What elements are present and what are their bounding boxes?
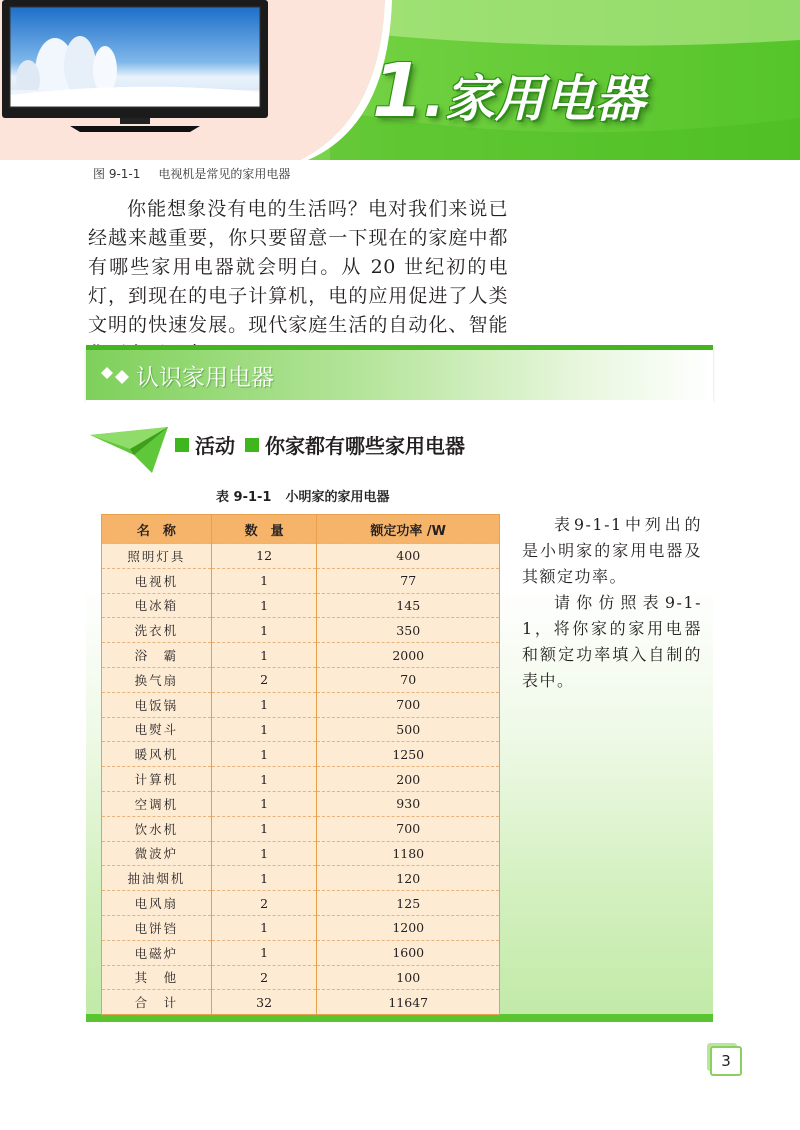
appliance-name: 电饼铛 (102, 915, 212, 940)
appliance-name: 电饭锅 (102, 692, 212, 717)
table-row (102, 767, 500, 792)
table-row (102, 866, 500, 891)
chapter-title (372, 48, 645, 138)
table-row (102, 593, 500, 618)
paper-plane-icon (90, 425, 170, 475)
appliance-power: 100 (317, 965, 500, 990)
table-row (102, 643, 500, 668)
appliance-quantity: 1 (211, 692, 317, 717)
appliance-quantity: 1 (211, 866, 317, 891)
table-row (102, 618, 500, 643)
total-label: 合 计 (102, 990, 212, 1015)
instruction-paragraph-1: 表9-1-1中列出的是小明家的家用电器及其额定功率。 (522, 515, 702, 586)
table-row (102, 544, 500, 569)
activity-label: 活动 (195, 434, 235, 458)
appliance-quantity: 12 (211, 544, 317, 569)
appliance-quantity: 1 (211, 791, 317, 816)
appliance-power: 400 (317, 544, 500, 569)
diamonds-icon (100, 366, 134, 384)
appliance-power: 500 (317, 717, 500, 742)
appliance-power: 700 (317, 692, 500, 717)
table-row (102, 915, 500, 940)
appliance-power: 125 (317, 891, 500, 916)
table-row (102, 742, 500, 767)
section-header (86, 345, 713, 400)
appliance-name: 电风扇 (102, 891, 212, 916)
appliance-name: 电熨斗 (102, 717, 212, 742)
activity-heading (175, 430, 465, 459)
appliance-name: 换气扇 (102, 667, 212, 692)
panel-bottom-rule (86, 1014, 713, 1022)
appliance-power: 1200 (317, 915, 500, 940)
column-header-name: 名 称 (102, 515, 212, 544)
appliance-name: 抽油烟机 (102, 866, 212, 891)
activity-instructions (522, 512, 702, 694)
appliance-quantity: 1 (211, 767, 317, 792)
appliance-power: 1600 (317, 940, 500, 965)
appliance-power: 1180 (317, 841, 500, 866)
appliance-name: 电冰箱 (102, 593, 212, 618)
appliance-name: 计算机 (102, 767, 212, 792)
column-header-power: 额定功率 /W (317, 515, 500, 544)
figure-number: 图 9-1-1 (93, 167, 141, 181)
table-row (102, 940, 500, 965)
appliance-name: 电视机 (102, 568, 212, 593)
table-row (102, 667, 500, 692)
table-row (102, 717, 500, 742)
activity-title: 你家都有哪些家用电器 (265, 434, 465, 458)
appliance-quantity: 1 (211, 816, 317, 841)
table-row (102, 816, 500, 841)
appliance-name: 照明灯具 (102, 544, 212, 569)
appliance-quantity: 1 (211, 841, 317, 866)
table-header-row (102, 515, 500, 544)
intro-paragraph: 你能想象没有电的生活吗？电对我们来说已经越来越重要，你只要留意一下现在的家庭中都有哪些家用电器就会明白。从 20 世纪初的电灯，到现在的电子计算机，电的应用促进了人类文明的快速发展。现代家庭生活的自动化、智能 (88, 198, 508, 336)
appliance-power: 350 (317, 618, 500, 643)
appliance-power: 120 (317, 866, 500, 891)
appliance-quantity: 1 (211, 940, 317, 965)
page-number: 3 (710, 1046, 742, 1076)
appliance-name: 其 他 (102, 965, 212, 990)
appliance-power: 930 (317, 791, 500, 816)
appliance-power: 70 (317, 667, 500, 692)
appliance-quantity: 1 (211, 618, 317, 643)
appliance-name: 浴 霸 (102, 643, 212, 668)
appliance-name: 暖风机 (102, 742, 212, 767)
green-square-icon (245, 438, 259, 452)
figure-caption (93, 165, 290, 182)
appliance-power: 145 (317, 593, 500, 618)
appliance-power: 700 (317, 816, 500, 841)
appliance-quantity: 1 (211, 717, 317, 742)
chapter-banner (0, 0, 800, 160)
total-quantity: 32 (211, 990, 317, 1015)
appliance-quantity: 1 (211, 915, 317, 940)
section-title: 认识家用电器 (136, 365, 274, 391)
appliance-power: 2000 (317, 643, 500, 668)
appliance-quantity: 2 (211, 667, 317, 692)
appliance-table (101, 514, 500, 1015)
chapter-title-text: 家用电器 (444, 70, 645, 128)
appliance-power: 1250 (317, 742, 500, 767)
table-total-row (102, 990, 500, 1015)
appliance-name: 饮水机 (102, 816, 212, 841)
appliance-quantity: 1 (211, 593, 317, 618)
television-illustration (0, 0, 270, 132)
chapter-dot: . (423, 65, 445, 130)
chapter-number: 1 (372, 48, 424, 134)
total-power: 11647 (317, 990, 500, 1015)
appliance-name: 空调机 (102, 791, 212, 816)
table-number: 表 9-1-1 (216, 490, 272, 505)
table-caption-text: 小明家的家用电器 (285, 490, 390, 505)
table-row (102, 692, 500, 717)
appliance-name: 洗衣机 (102, 618, 212, 643)
table-caption (216, 486, 389, 505)
appliance-quantity: 2 (211, 965, 317, 990)
appliance-quantity: 2 (211, 891, 317, 916)
appliance-quantity: 1 (211, 643, 317, 668)
appliance-quantity: 1 (211, 568, 317, 593)
appliance-name: 微波炉 (102, 841, 212, 866)
table-row (102, 841, 500, 866)
figure-caption-text: 电视机是常见的家用电器 (158, 167, 291, 181)
green-square-icon (175, 438, 189, 452)
table-row (102, 791, 500, 816)
appliance-name: 电磁炉 (102, 940, 212, 965)
table-row (102, 568, 500, 593)
table-row (102, 891, 500, 916)
instruction-paragraph-2: 请你仿照表9-1-1，将你家的家用电器和额定功率填入自制的表中。 (522, 593, 702, 690)
page-number-badge (707, 1043, 743, 1077)
appliance-power: 200 (317, 767, 500, 792)
table-row (102, 965, 500, 990)
column-header-quantity: 数 量 (211, 515, 317, 544)
appliance-quantity: 1 (211, 742, 317, 767)
appliance-power: 77 (317, 568, 500, 593)
